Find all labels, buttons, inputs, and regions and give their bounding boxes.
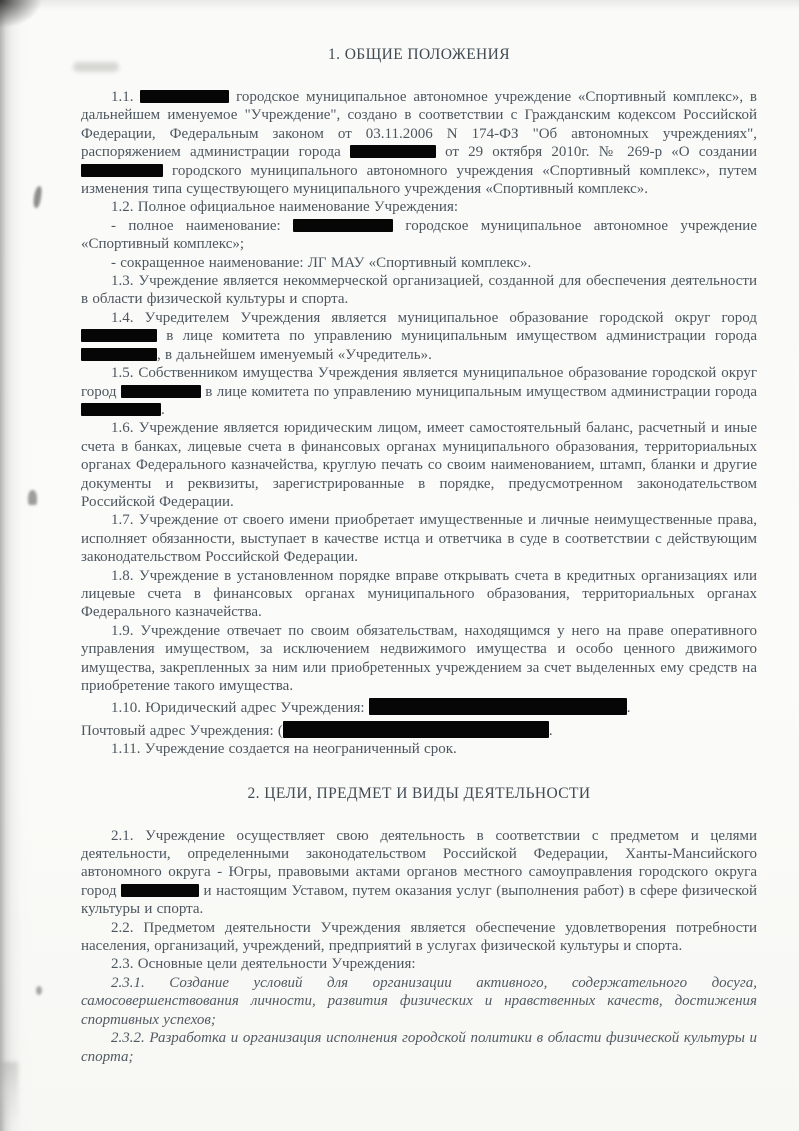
binding-mark xyxy=(28,490,37,505)
redaction-bar xyxy=(350,145,436,158)
paragraph: - сокращенное наименование: ЛГ МАУ «Спортивный комплекс». xyxy=(111,254,532,271)
redaction-bar xyxy=(121,884,199,897)
paragraph: 1.10. Юридический адрес Учреждения: . xyxy=(111,700,631,717)
binding-mark xyxy=(36,986,42,995)
paragraph: - полное наименование: городское муниципальное автономное учреждение «Спортивный комплекс»; xyxy=(81,217,757,253)
paragraph: 2.3.2. Разработка и организация исполнения городской политики в области физической культуры и спорта; xyxy=(81,1030,757,1065)
binding-mark xyxy=(33,186,43,209)
paragraph: 1.8. Учреждение в установленном порядке вправе открывать счета в кредитных организациях или лицевые счета в финансовых органах муниципального образования, территориальных органах Федерального казначейства. xyxy=(81,567,757,621)
paragraph: 1.6. Учреждение является юридическим лицом, имеет самостоятельный баланс, расчетный и иные счета в банках, лицевые счета в финансовых органах муниципального образования, территориальных органах Федерального казначейства, круглую печать со своим наименованием, штамп, бланки и другие документы и реквизиты, зарегистрированные в порядке, предусмотренном законодательством Российской Федерации. xyxy=(81,420,757,510)
paragraph: 1.9. Учреждение отвечает по своим обязательствам, находящимся у него на праве оперативного управления имуществом, за исключением недвижимого имущества и особо ценного движимого имущества, закрепленных за ним или приобретенных учреждением за счет выделенных ему средств на приобретение такого имущества. xyxy=(81,622,757,694)
paragraph: 2.1. Учреждение осуществляет свою деятельность в соответствии с предметом и целями деятельности, определенными законодательством Российской Федерации, Ханты-Мансийского автономного округа - Югры, правовыми актами органов местного самоуправления городского округа город и настоящим Уставом, путем оказания услуг (выполнения работ) в сфере физической культуры и спорта. xyxy=(81,827,758,918)
document-body xyxy=(81,46,757,1066)
redaction-bar xyxy=(283,721,549,738)
paragraph: 1.5. Собственником имущества Учреждения является муниципальное образование городской округ город в лице комитета по управлению муниципальным имуществом администрации города . xyxy=(81,365,757,418)
paragraph: 1.7. Учреждение от своего имени приобретает имущественные и личные неимущественные права, исполняет обязанности, выступает в качестве истца и ответчика в суде в соответствии с действующим законодательством Российской Федерации. xyxy=(81,512,757,566)
redaction-bar xyxy=(81,403,161,416)
redaction-bar xyxy=(81,164,163,177)
paragraph: 1.3. Учреждение является некоммерческой организацией, созданной для обеспечения деятельности в области физической культуры и спорта. xyxy=(81,273,757,308)
paragraph: 1.2. Полное официальное наименование Учреждения: xyxy=(111,199,459,216)
redaction-bar xyxy=(369,698,627,715)
redaction-bar xyxy=(140,90,229,103)
redaction-bar xyxy=(81,329,157,342)
redaction-bar xyxy=(293,219,393,232)
paragraph: 1.4. Учредителем Учреждения является муниципальное образование городской округ город в лице комитета по управлению муниципальным имуществом администрации города , в дальнейшем именуемый «Учредитель». xyxy=(81,309,757,364)
paragraph: 1.11. Учреждение создается на неограниченный срок. xyxy=(111,741,457,758)
section-heading: 2. ЦЕЛИ, ПРЕДМЕТ И ВИДЫ ДЕЯТЕЛЬНОСТИ xyxy=(247,784,591,802)
paragraph: 1.1. городское муниципальное автономное учреждение «Спортивный комплекс», в дальнейшем именуемое "Учреждение", создано в соответствии с Гражданским кодексом Российской Федерации, Федеральным законом от 03.11.2006 N 174-ФЗ "Об автономных учреждениях", распоряжением администрации города от 29 октября 2010г. № 269-р «О создании городского муниципального автономного учреждения «Спортивный комплекс», путем изменения типа существующего муниципального учреждения «Спортивный комплекс». xyxy=(81,89,758,198)
paragraph: 2.2. Предметом деятельности Учреждения является обеспечение удовлетворения потребности населения, организаций, учреждений, предприятий в услугах физической культуры и спорта. xyxy=(81,919,757,955)
scan-edge-blotch xyxy=(0,1062,18,1122)
redaction-bar xyxy=(121,385,201,398)
redaction-bar xyxy=(81,348,157,361)
paragraph: 2.3.1. Создание условий для организации активного, содержательного досуга, самосовершенствования личности, развития физических и нравственных качеств, достижения спортивных успехов; xyxy=(81,974,757,1028)
paragraph: Почтовый адрес Учреждения: ( . xyxy=(81,722,553,739)
paragraph: 2.3. Основные цели деятельности Учреждения: xyxy=(111,956,416,973)
section-heading: 1. ОБЩИЕ ПОЛОЖЕНИЯ xyxy=(328,46,510,63)
